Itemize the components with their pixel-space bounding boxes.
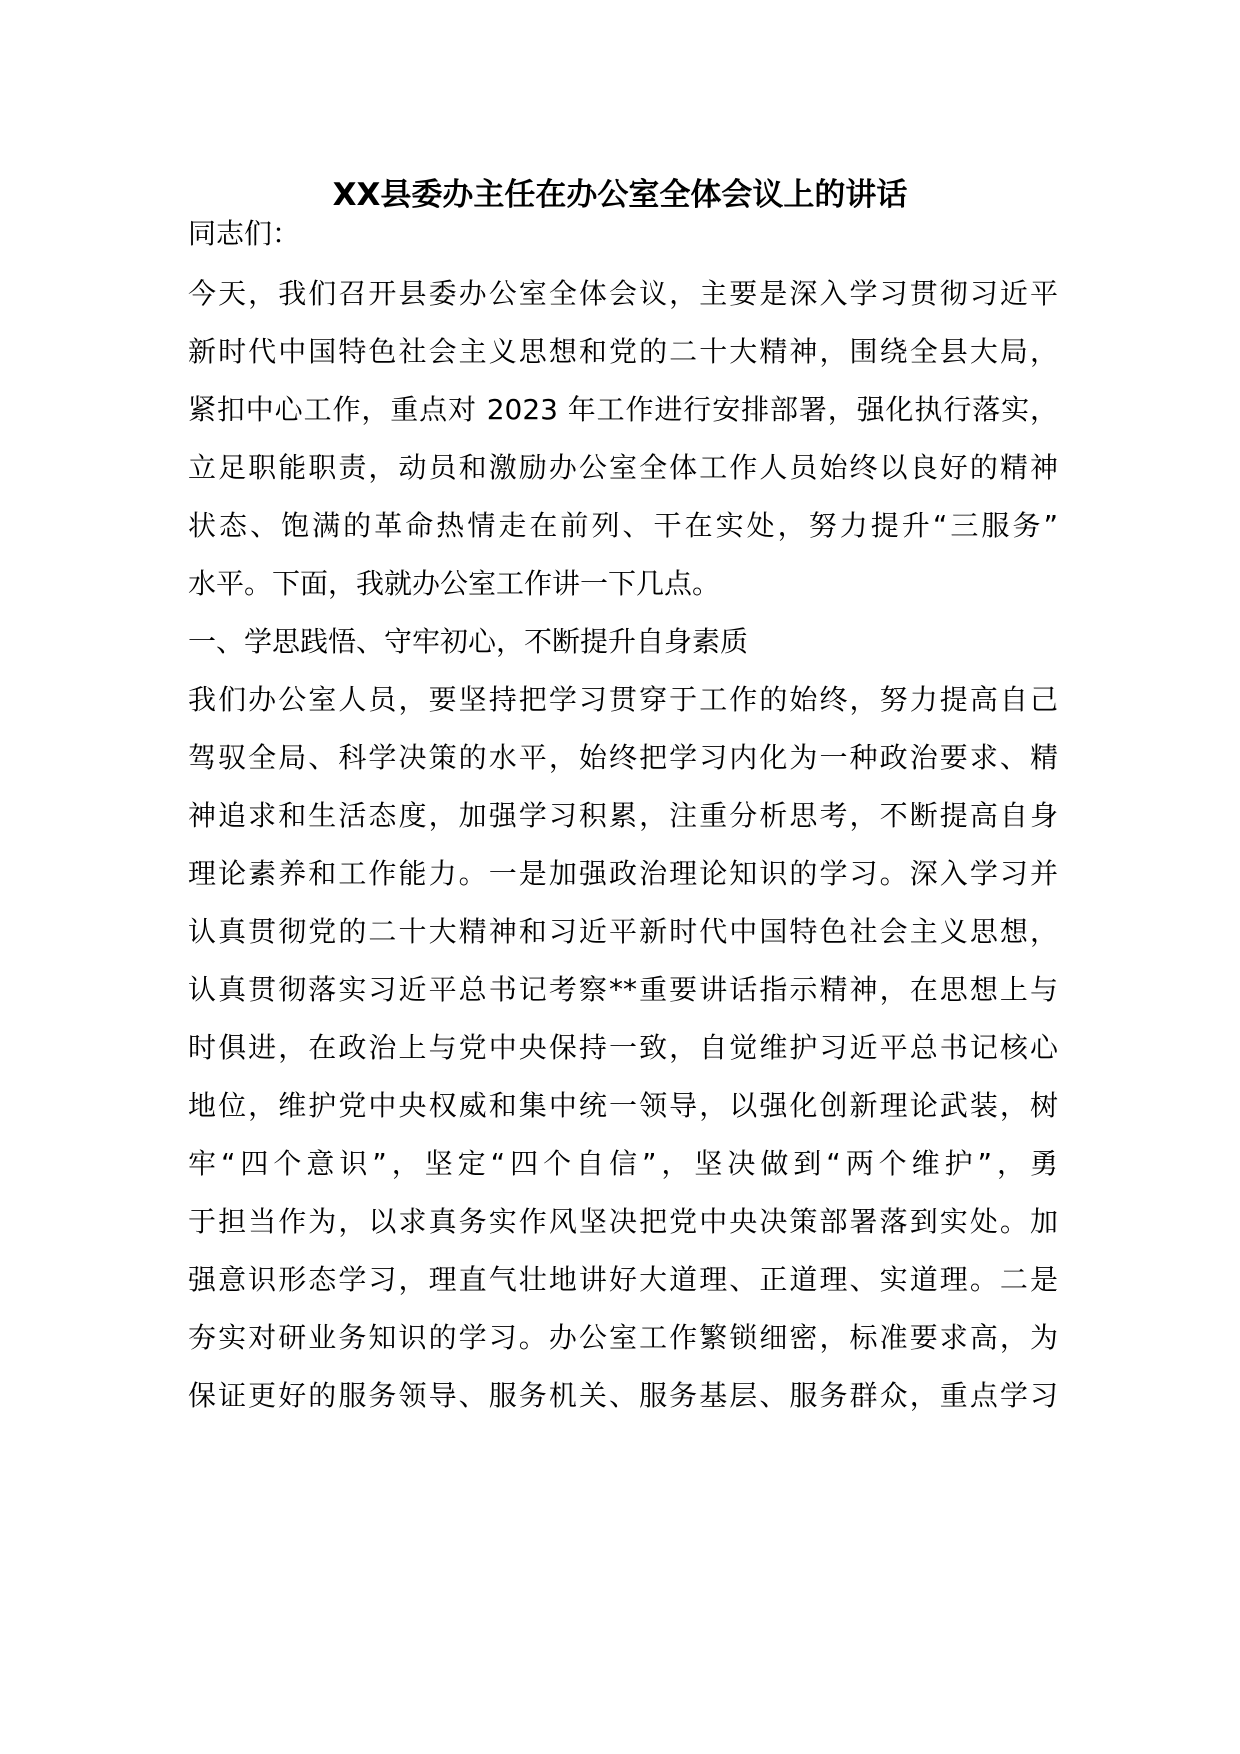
intro-line: 紧扣中心工作，重点对 2023 年工作进行安排部署，强化执行落实，	[188, 393, 1058, 426]
document-title: XX县委办主任在办公室全体会议上的讲话	[332, 177, 908, 213]
body-line: 驾驭全局、科学决策的水平，始终把学习内化为一种政治要求、精	[188, 741, 1058, 774]
intro-line: 新时代中国特色社会主义思想和党的二十大精神，围绕全县大局，	[188, 335, 1058, 368]
body-line: 认真贯彻党的二十大精神和习近平新时代中国特色社会主义思想，	[188, 915, 1058, 948]
body-line: 地位，维护党中央权威和集中统一领导，以强化创新理论武装，树	[188, 1089, 1058, 1122]
section-heading: 一、学思践悟、守牢初心，不断提升自身素质	[188, 625, 749, 658]
body-line: 夯实对研业务知识的学习。办公室工作繁锁细密，标准要求高，为	[188, 1321, 1058, 1354]
body-line: 理论素养和工作能力。一是加强政治理论知识的学习。深入学习并	[188, 857, 1058, 890]
body-line: 牢“四个意识”，坚定“四个自信”，坚决做到“两个维护”，勇	[188, 1147, 1058, 1180]
body-line: 认真贯彻落实习近平总书记考察**重要讲话指示精神，在思想上与	[188, 973, 1058, 1006]
intro-line: 今天，我们召开县委办公室全体会议，主要是深入学习贯彻习近平	[188, 277, 1058, 310]
intro-line: 立足职能职责，动员和激励办公室全体工作人员始终以良好的精神	[188, 451, 1058, 484]
body-line: 保证更好的服务领导、服务机关、服务基层、服务群众，重点学习	[188, 1379, 1058, 1412]
body-line: 我们办公室人员，要坚持把学习贯穿于工作的始终，努力提高自己	[188, 683, 1058, 716]
body-line: 于担当作为，以求真务实作风坚决把党中央决策部署落到实处。加	[188, 1205, 1058, 1238]
body-line: 时俱进，在政治上与党中央保持一致，自觉维护习近平总书记核心	[188, 1031, 1058, 1064]
salutation: 同志们：	[188, 217, 301, 250]
body-line: 强意识形态学习，理直气壮地讲好大道理、正道理、实道理。二是	[188, 1263, 1058, 1296]
intro-line: 水平。下面，我就办公室工作讲一下几点。	[188, 567, 721, 600]
intro-line: 状态、饱满的革命热情走在前列、干在实处，努力提升“三服务”	[188, 509, 1058, 542]
body-line: 神追求和生活态度，加强学习积累，注重分析思考，不断提高自身	[188, 799, 1058, 832]
